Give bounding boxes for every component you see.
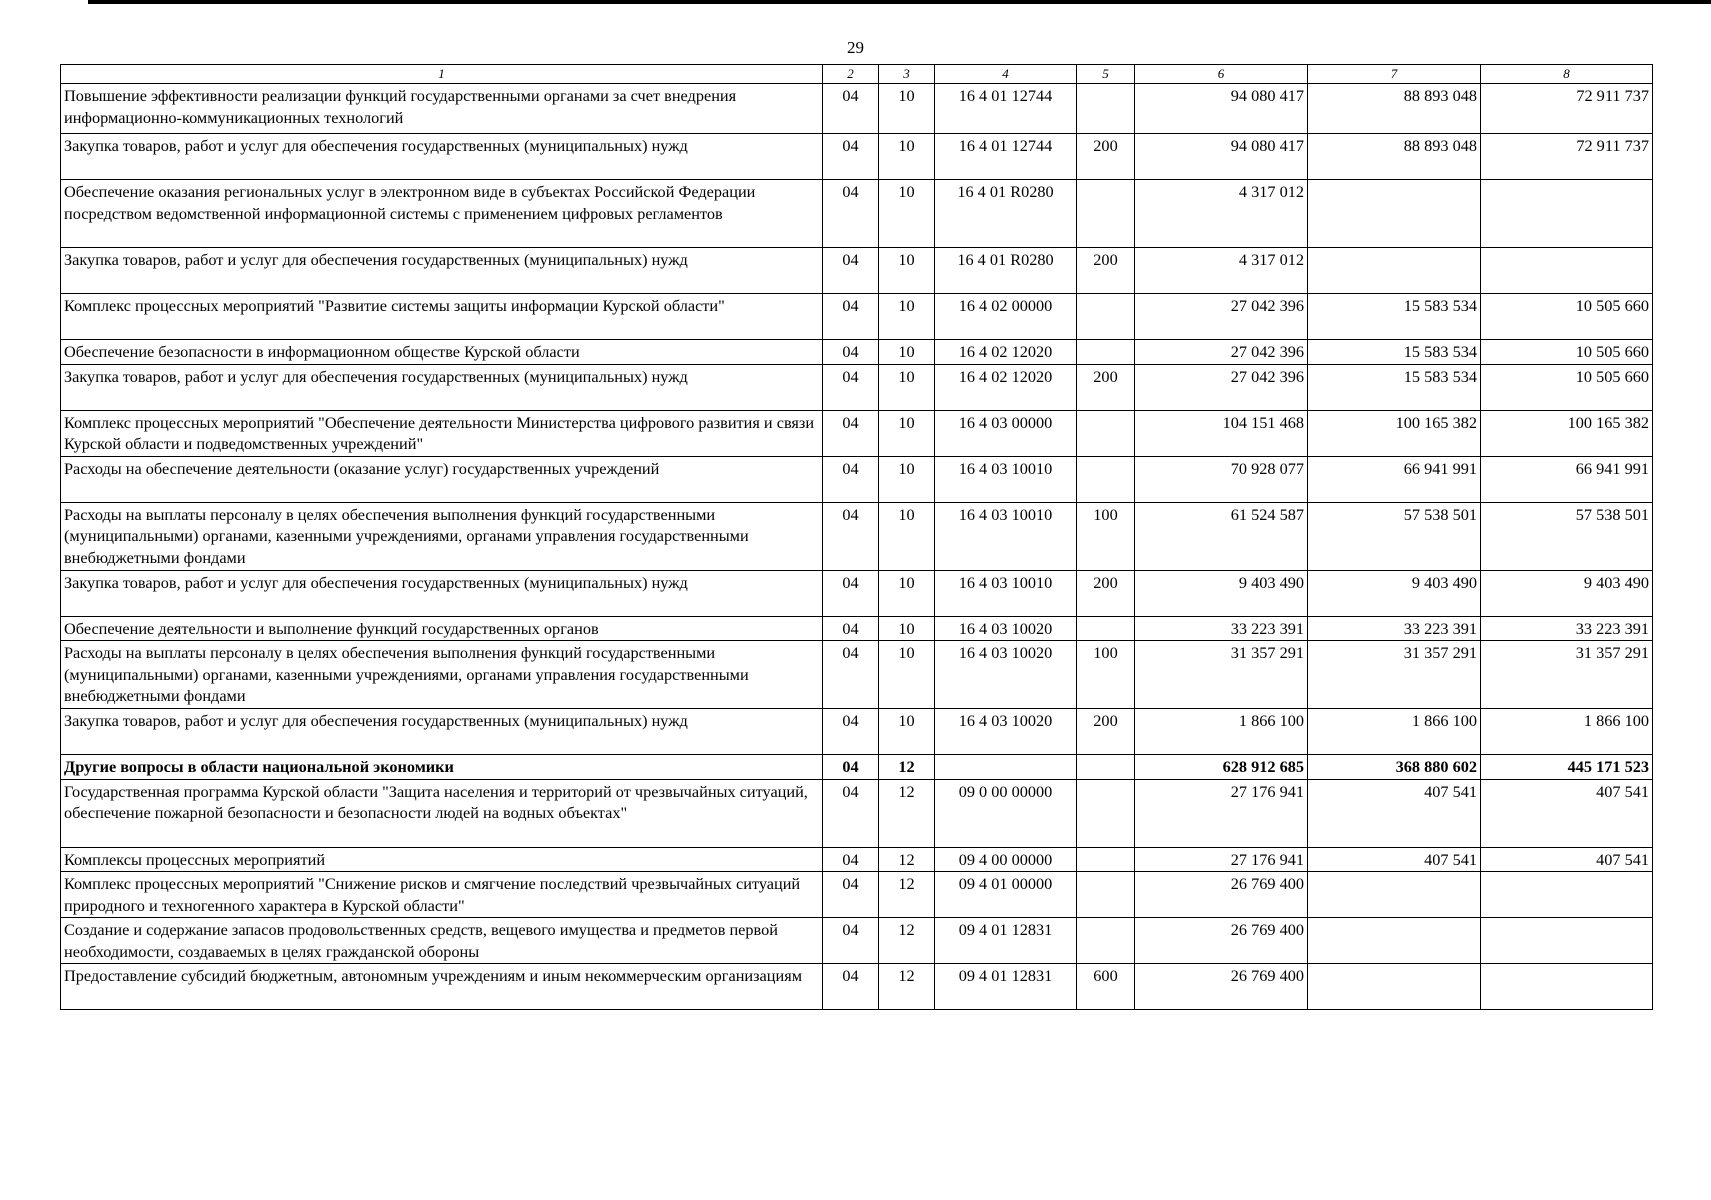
amount-year3-cell: 33 223 391 <box>1481 616 1653 641</box>
target-article-cell: 16 4 03 10020 <box>935 709 1077 755</box>
row-name-cell: Обеспечение безопасности в информационном обществе Курской области <box>61 340 823 365</box>
amount-year1-cell: 27 042 396 <box>1135 364 1308 410</box>
column-header: 4 <box>935 65 1077 84</box>
target-article-cell: 16 4 01 12744 <box>935 84 1077 134</box>
amount-year3-cell: 1 866 100 <box>1481 709 1653 755</box>
subsection-code-cell: 10 <box>879 641 935 709</box>
target-article-cell: 16 4 01 R0280 <box>935 180 1077 248</box>
table-row <box>61 779 1653 847</box>
amount-year1-cell: 4 317 012 <box>1135 248 1308 294</box>
amount-year3-cell <box>1481 872 1653 918</box>
table-row <box>61 755 1653 780</box>
table-row <box>61 872 1653 918</box>
subsection-code-cell: 10 <box>879 502 935 570</box>
subsection-code-cell: 10 <box>879 340 935 365</box>
amount-year1-cell: 27 042 396 <box>1135 294 1308 340</box>
expense-type-cell: 600 <box>1077 964 1135 1010</box>
table-row <box>61 410 1653 456</box>
target-article-cell <box>935 755 1077 780</box>
subsection-code-cell: 10 <box>879 364 935 410</box>
subsection-code-cell: 12 <box>879 872 935 918</box>
amount-year3-cell: 100 165 382 <box>1481 410 1653 456</box>
column-header: 6 <box>1135 65 1308 84</box>
subsection-code-cell: 10 <box>879 709 935 755</box>
section-code-cell: 04 <box>823 502 879 570</box>
row-name-cell: Предоставление субсидий бюджетным, автономным учреждениям и иным некоммерческим организациям <box>61 964 823 1010</box>
amount-year2-cell <box>1308 180 1481 248</box>
subsection-code-cell: 10 <box>879 570 935 616</box>
subsection-code-cell: 12 <box>879 918 935 964</box>
table-row <box>61 180 1653 248</box>
section-code-cell: 04 <box>823 248 879 294</box>
table-row <box>61 847 1653 872</box>
section-code-cell: 04 <box>823 964 879 1010</box>
expense-type-cell: 200 <box>1077 248 1135 294</box>
amount-year1-cell: 94 080 417 <box>1135 84 1308 134</box>
amount-year1-cell: 27 176 941 <box>1135 779 1308 847</box>
amount-year3-cell: 31 357 291 <box>1481 641 1653 709</box>
target-article-cell: 09 0 00 00000 <box>935 779 1077 847</box>
amount-year1-cell: 104 151 468 <box>1135 410 1308 456</box>
row-name-cell: Закупка товаров, работ и услуг для обеспечения государственных (муниципальных) нужд <box>61 570 823 616</box>
row-name-cell: Комплекс процессных мероприятий "Обеспечение деятельности Министерства цифрового развития и связи Курской области и подведомственных учреждений" <box>61 410 823 456</box>
section-code-cell: 04 <box>823 84 879 134</box>
amount-year1-cell: 94 080 417 <box>1135 134 1308 180</box>
amount-year2-cell <box>1308 918 1481 964</box>
expense-type-cell <box>1077 847 1135 872</box>
section-code-cell: 04 <box>823 364 879 410</box>
column-header: 2 <box>823 65 879 84</box>
amount-year3-cell <box>1481 918 1653 964</box>
row-name-cell: Расходы на выплаты персоналу в целях обеспечения выполнения функций государственными (муниципальными) органами, казенными учреждениями, органами управления государственными внебюджетными фондами <box>61 502 823 570</box>
amount-year2-cell: 15 583 534 <box>1308 294 1481 340</box>
expense-type-cell: 200 <box>1077 134 1135 180</box>
amount-year2-cell: 33 223 391 <box>1308 616 1481 641</box>
section-code-cell: 04 <box>823 410 879 456</box>
amount-year1-cell: 31 357 291 <box>1135 641 1308 709</box>
amount-year1-cell: 1 866 100 <box>1135 709 1308 755</box>
table-row <box>61 709 1653 755</box>
amount-year3-cell: 10 505 660 <box>1481 364 1653 410</box>
amount-year1-cell: 26 769 400 <box>1135 964 1308 1010</box>
row-name-cell: Расходы на выплаты персоналу в целях обеспечения выполнения функций государственными (муниципальными) органами, казенными учреждениями, органами управления государственными внебюджетными фондами <box>61 641 823 709</box>
amount-year2-cell: 100 165 382 <box>1308 410 1481 456</box>
table-row <box>61 641 1653 709</box>
amount-year1-cell: 628 912 685 <box>1135 755 1308 780</box>
row-name-cell: Комплекс процессных мероприятий "Снижение рисков и смягчение последствий чрезвычайных ситуаций природного и техногенного характера в Курской области" <box>61 872 823 918</box>
row-name-cell: Закупка товаров, работ и услуг для обеспечения государственных (муниципальных) нужд <box>61 364 823 410</box>
expense-type-cell: 200 <box>1077 570 1135 616</box>
subsection-code-cell: 10 <box>879 180 935 248</box>
target-article-cell: 16 4 03 10010 <box>935 456 1077 502</box>
target-article-cell: 16 4 02 12020 <box>935 364 1077 410</box>
target-article-cell: 16 4 01 12744 <box>935 134 1077 180</box>
amount-year3-cell: 57 538 501 <box>1481 502 1653 570</box>
table-row <box>61 456 1653 502</box>
amount-year1-cell: 4 317 012 <box>1135 180 1308 248</box>
amount-year3-cell <box>1481 180 1653 248</box>
page-number: 29 <box>847 38 864 57</box>
top-rule <box>88 0 1711 4</box>
row-name-cell: Комплексы процессных мероприятий <box>61 847 823 872</box>
section-code-cell: 04 <box>823 570 879 616</box>
expense-type-cell: 100 <box>1077 641 1135 709</box>
amount-year1-cell: 26 769 400 <box>1135 872 1308 918</box>
expense-type-cell <box>1077 456 1135 502</box>
subsection-code-cell: 12 <box>879 847 935 872</box>
row-name-cell: Обеспечение оказания региональных услуг в электронном виде в субъектах Российской Федерации посредством ведомственной информационной системы с применением цифровых регламентов <box>61 180 823 248</box>
column-header-row <box>61 65 1653 84</box>
column-header: 1 <box>61 65 823 84</box>
target-article-cell: 16 4 03 10010 <box>935 502 1077 570</box>
table-body <box>61 84 1653 1010</box>
section-code-cell: 04 <box>823 641 879 709</box>
target-article-cell: 09 4 01 12831 <box>935 964 1077 1010</box>
target-article-cell: 16 4 03 10010 <box>935 570 1077 616</box>
amount-year2-cell: 15 583 534 <box>1308 340 1481 365</box>
amount-year3-cell: 9 403 490 <box>1481 570 1653 616</box>
table-row <box>61 502 1653 570</box>
amount-year3-cell: 66 941 991 <box>1481 456 1653 502</box>
amount-year3-cell: 72 911 737 <box>1481 84 1653 134</box>
subsection-code-cell: 10 <box>879 248 935 294</box>
amount-year2-cell: 368 880 602 <box>1308 755 1481 780</box>
target-article-cell: 16 4 02 00000 <box>935 294 1077 340</box>
expense-type-cell <box>1077 616 1135 641</box>
amount-year3-cell: 10 505 660 <box>1481 340 1653 365</box>
expense-type-cell: 200 <box>1077 364 1135 410</box>
amount-year3-cell: 72 911 737 <box>1481 134 1653 180</box>
expense-type-cell <box>1077 755 1135 780</box>
subsection-code-cell: 12 <box>879 755 935 780</box>
amount-year1-cell: 26 769 400 <box>1135 918 1308 964</box>
subsection-code-cell: 12 <box>879 779 935 847</box>
amount-year1-cell: 61 524 587 <box>1135 502 1308 570</box>
section-code-cell: 04 <box>823 134 879 180</box>
amount-year2-cell: 88 893 048 <box>1308 84 1481 134</box>
section-code-cell: 04 <box>823 918 879 964</box>
amount-year1-cell: 9 403 490 <box>1135 570 1308 616</box>
amount-year1-cell: 70 928 077 <box>1135 456 1308 502</box>
section-code-cell: 04 <box>823 294 879 340</box>
amount-year2-cell: 407 541 <box>1308 779 1481 847</box>
target-article-cell: 16 4 03 00000 <box>935 410 1077 456</box>
section-code-cell: 04 <box>823 872 879 918</box>
amount-year3-cell: 445 171 523 <box>1481 755 1653 780</box>
row-name-cell: Другие вопросы в области национальной экономики <box>61 755 823 780</box>
table-row <box>61 340 1653 365</box>
section-code-cell: 04 <box>823 616 879 641</box>
column-header: 8 <box>1481 65 1653 84</box>
expense-type-cell: 100 <box>1077 502 1135 570</box>
target-article-cell: 16 4 02 12020 <box>935 340 1077 365</box>
row-name-cell: Обеспечение деятельности и выполнение функций государственных органов <box>61 616 823 641</box>
column-header: 3 <box>879 65 935 84</box>
amount-year1-cell: 27 176 941 <box>1135 847 1308 872</box>
amount-year2-cell: 88 893 048 <box>1308 134 1481 180</box>
target-article-cell: 16 4 01 R0280 <box>935 248 1077 294</box>
amount-year3-cell: 407 541 <box>1481 847 1653 872</box>
target-article-cell: 09 4 01 00000 <box>935 872 1077 918</box>
expense-type-cell <box>1077 779 1135 847</box>
section-code-cell: 04 <box>823 847 879 872</box>
target-article-cell: 09 4 01 12831 <box>935 918 1077 964</box>
amount-year3-cell: 10 505 660 <box>1481 294 1653 340</box>
section-code-cell: 04 <box>823 180 879 248</box>
amount-year2-cell: 57 538 501 <box>1308 502 1481 570</box>
section-code-cell: 04 <box>823 755 879 780</box>
target-article-cell: 09 4 00 00000 <box>935 847 1077 872</box>
section-code-cell: 04 <box>823 709 879 755</box>
amount-year1-cell: 27 042 396 <box>1135 340 1308 365</box>
row-name-cell: Создание и содержание запасов продовольственных средств, вещевого имущества и предметов первой необходимости, создаваемых в целях гражданской обороны <box>61 918 823 964</box>
target-article-cell: 16 4 03 10020 <box>935 616 1077 641</box>
expense-type-cell <box>1077 340 1135 365</box>
expense-type-cell <box>1077 180 1135 248</box>
expense-type-cell <box>1077 918 1135 964</box>
subsection-code-cell: 10 <box>879 134 935 180</box>
table-row <box>61 248 1653 294</box>
section-code-cell: 04 <box>823 456 879 502</box>
amount-year2-cell: 31 357 291 <box>1308 641 1481 709</box>
table-row <box>61 294 1653 340</box>
amount-year2-cell <box>1308 964 1481 1010</box>
table-row <box>61 134 1653 180</box>
amount-year2-cell: 407 541 <box>1308 847 1481 872</box>
amount-year3-cell <box>1481 248 1653 294</box>
row-name-cell: Закупка товаров, работ и услуг для обеспечения государственных (муниципальных) нужд <box>61 709 823 755</box>
subsection-code-cell: 10 <box>879 84 935 134</box>
subsection-code-cell: 10 <box>879 294 935 340</box>
subsection-code-cell: 12 <box>879 964 935 1010</box>
expense-type-cell: 200 <box>1077 709 1135 755</box>
section-code-cell: 04 <box>823 340 879 365</box>
amount-year3-cell: 407 541 <box>1481 779 1653 847</box>
column-header: 7 <box>1308 65 1481 84</box>
amount-year2-cell: 15 583 534 <box>1308 364 1481 410</box>
amount-year2-cell: 1 866 100 <box>1308 709 1481 755</box>
table-row <box>61 964 1653 1010</box>
table-row <box>61 616 1653 641</box>
amount-year1-cell: 33 223 391 <box>1135 616 1308 641</box>
row-name-cell: Государственная программа Курской области "Защита населения и территорий от чрезвычайных ситуаций, обеспечение пожарной безопасности и безопасности людей на водных объектах" <box>61 779 823 847</box>
section-code-cell: 04 <box>823 779 879 847</box>
table-row <box>61 570 1653 616</box>
table-row <box>61 364 1653 410</box>
subsection-code-cell: 10 <box>879 410 935 456</box>
row-name-cell: Закупка товаров, работ и услуг для обеспечения государственных (муниципальных) нужд <box>61 134 823 180</box>
row-name-cell: Повышение эффективности реализации функций государственными органами за счет внедрения информационно-коммуникационных технологий <box>61 84 823 134</box>
amount-year2-cell: 66 941 991 <box>1308 456 1481 502</box>
budget-table <box>60 64 1653 1010</box>
column-header: 5 <box>1077 65 1135 84</box>
row-name-cell: Комплекс процессных мероприятий "Развитие системы защиты информации Курской области" <box>61 294 823 340</box>
row-name-cell: Расходы на обеспечение деятельности (оказание услуг) государственных учреждений <box>61 456 823 502</box>
amount-year2-cell: 9 403 490 <box>1308 570 1481 616</box>
amount-year2-cell <box>1308 248 1481 294</box>
subsection-code-cell: 10 <box>879 616 935 641</box>
amount-year2-cell <box>1308 872 1481 918</box>
target-article-cell: 16 4 03 10020 <box>935 641 1077 709</box>
subsection-code-cell: 10 <box>879 456 935 502</box>
table-row <box>61 918 1653 964</box>
expense-type-cell <box>1077 410 1135 456</box>
table-row <box>61 84 1653 134</box>
amount-year3-cell <box>1481 964 1653 1010</box>
expense-type-cell <box>1077 872 1135 918</box>
row-name-cell: Закупка товаров, работ и услуг для обеспечения государственных (муниципальных) нужд <box>61 248 823 294</box>
expense-type-cell <box>1077 294 1135 340</box>
expense-type-cell <box>1077 84 1135 134</box>
